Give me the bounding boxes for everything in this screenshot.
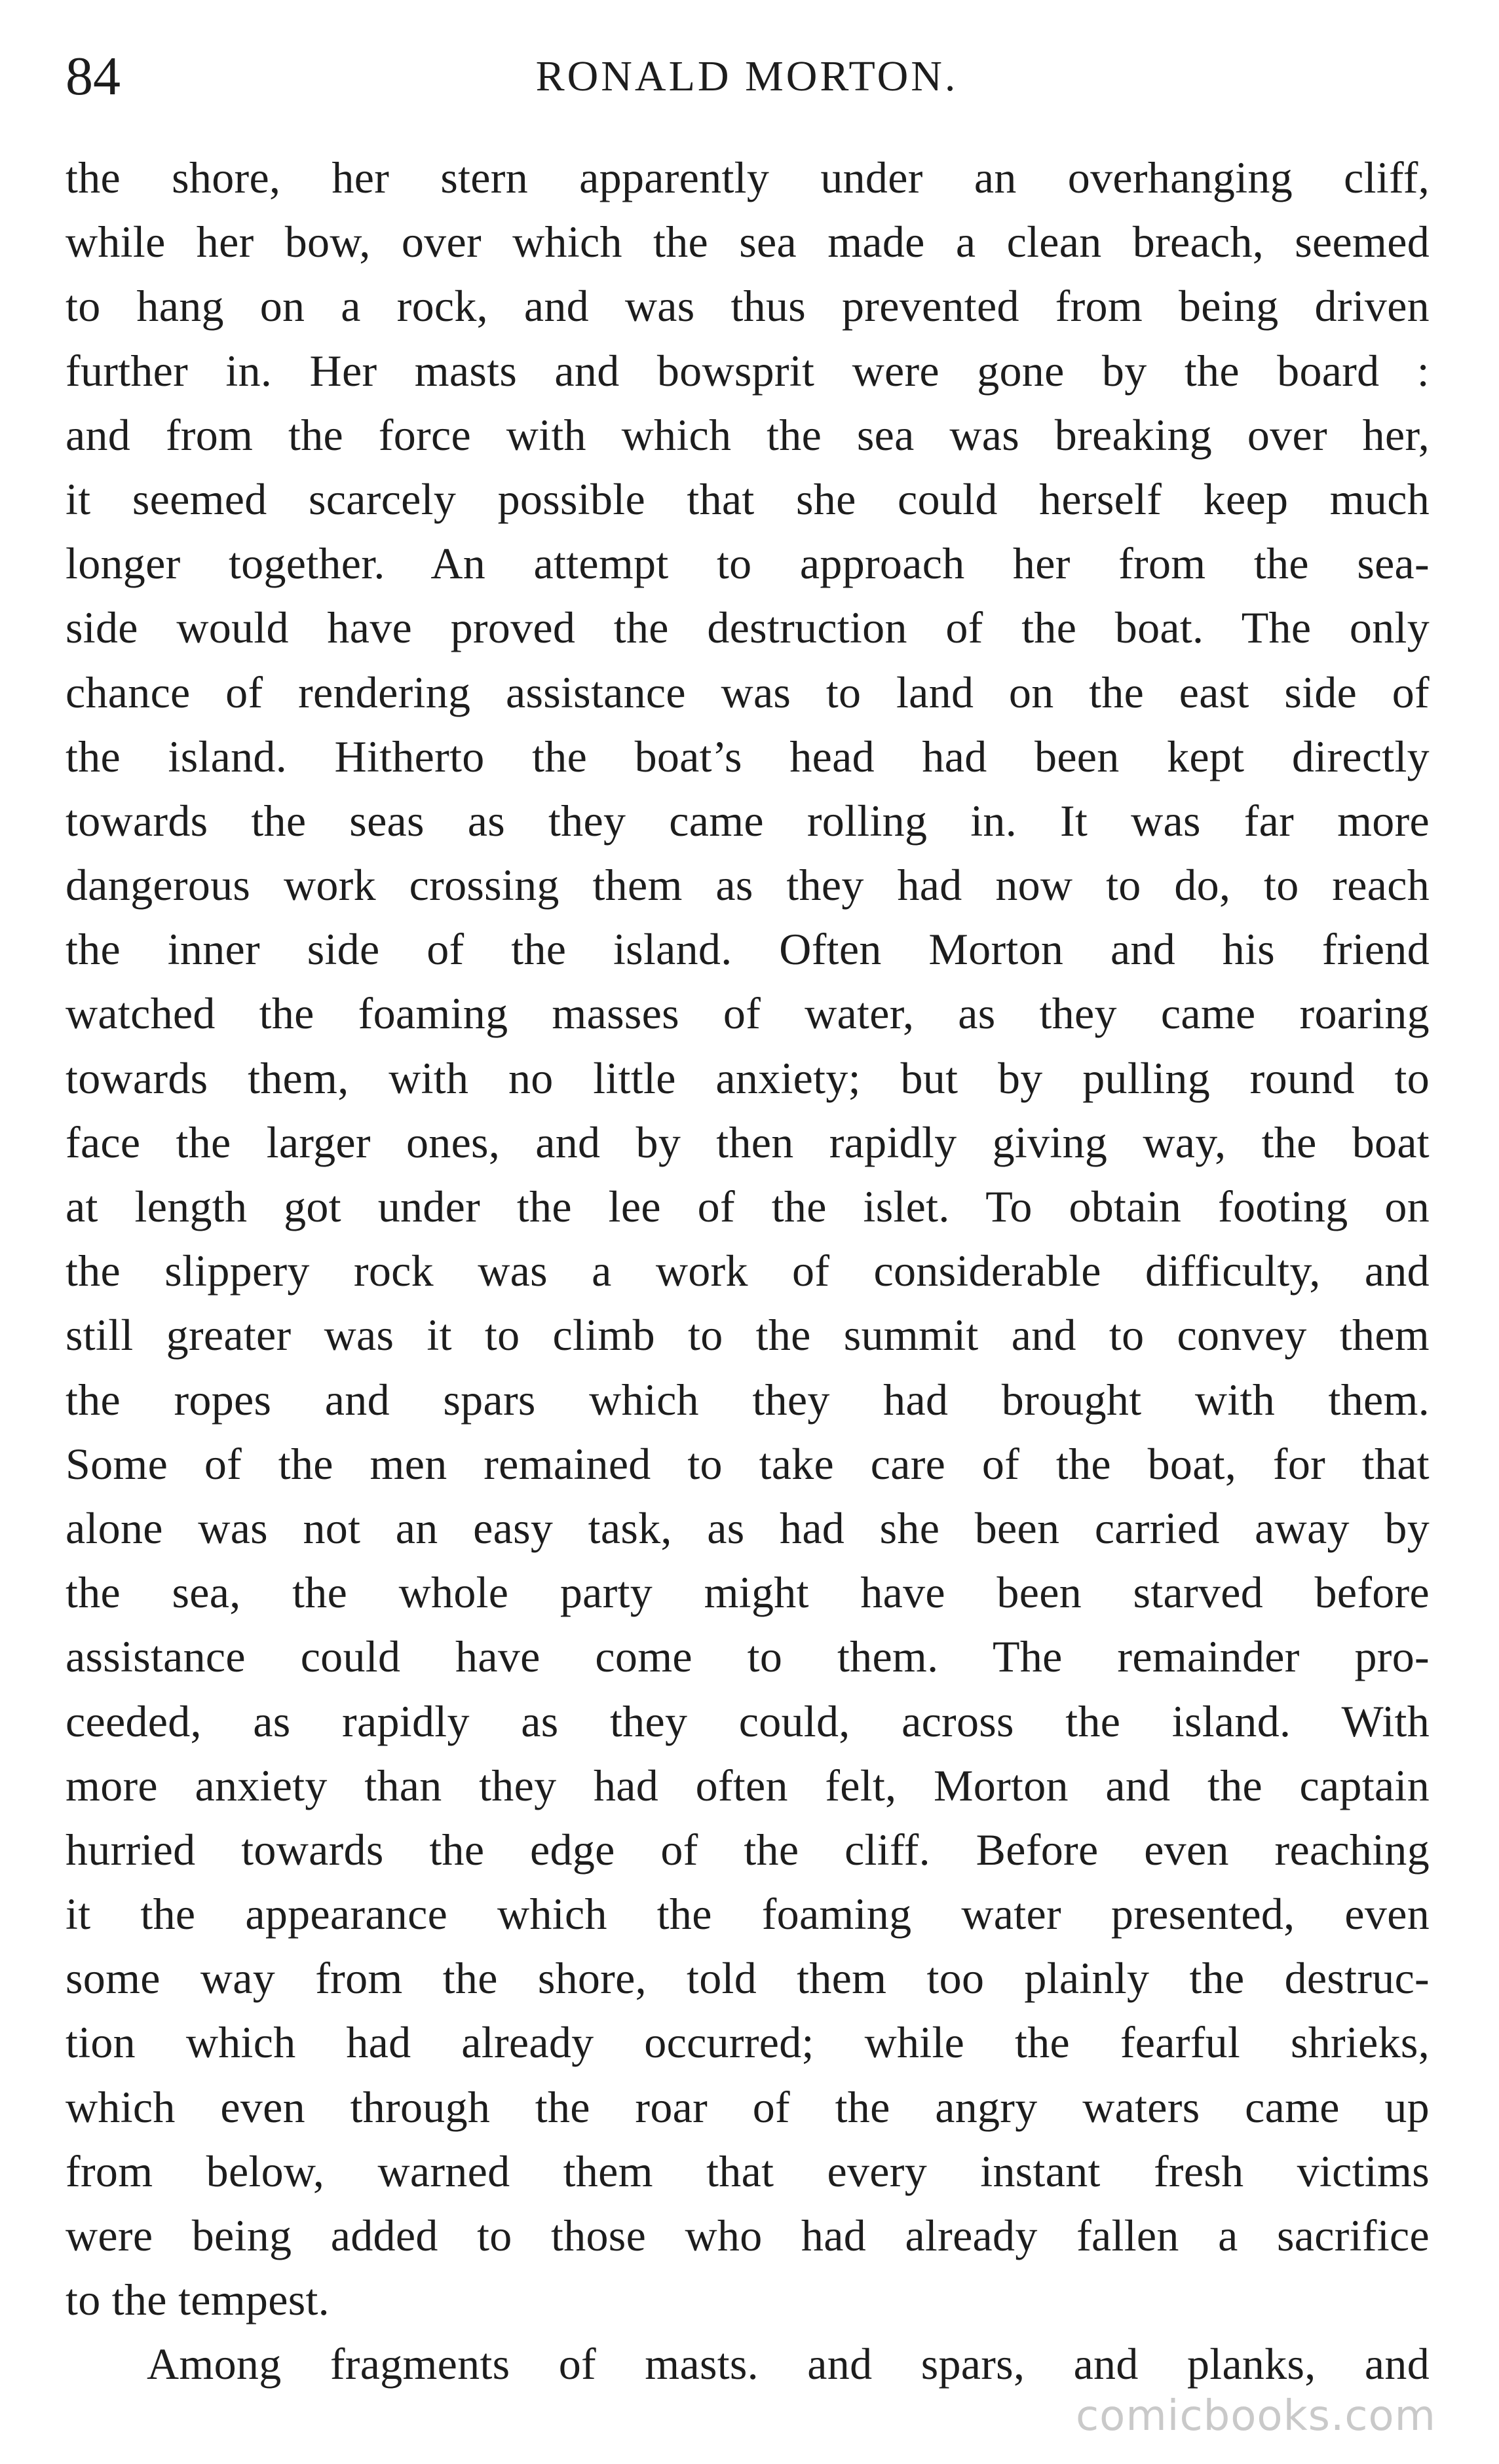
text-line: hurried towards the edge of the cliff. Before even reaching (66, 1824, 1430, 1875)
text-line: Among fragments of masts. and spars, and planks, and (147, 2339, 1430, 2389)
text-line: towards them, with no little anxiety; but by pulling round to (66, 1053, 1430, 1103)
text-line: and from the force with which the sea was breaking over her, (66, 409, 1430, 460)
running-head: RONALD MORTON. (535, 52, 958, 100)
text-line: face the larger ones, and by then rapidly giving way, the boat (66, 1117, 1430, 1167)
page-header (66, 41, 1428, 113)
watermark: comicbooks.com (1075, 2392, 1436, 2440)
text-line: alone was not an easy task, as had she been carried away by (66, 1503, 1430, 1553)
body-text (66, 145, 1430, 2397)
text-line: further in. Her masts and bowsprit were gone by the board : (66, 345, 1430, 396)
text-line: it seemed scarcely possible that she could herself keep much (66, 474, 1430, 524)
text-line: to hang on a rock, and was thus prevented from being driven (66, 281, 1430, 331)
text-line: still greater was it to climb to the summit and to convey them (66, 1310, 1430, 1360)
text-line: the sea, the whole party might have been starved before (66, 1567, 1430, 1618)
text-line: which even through the roar of the angry waters came up (66, 2081, 1430, 2132)
text-line: assistance could have come to them. The remainder pro- (66, 1632, 1430, 1682)
text-line: chance of rendering assistance was to land on the east side of (66, 667, 1430, 717)
text-line: ceeded, as rapidly as they could, across the island. With (66, 1696, 1430, 1746)
text-line: more anxiety than they had often felt, Morton and the captain (66, 1760, 1430, 1810)
text-line: were being added to those who had already fallen a sacrifice (66, 2211, 1430, 2260)
text-line: at length got under the lee of the islet. To obtain footing on (66, 1182, 1430, 1231)
text-line: the shore, her stern apparently under an overhanging cliff, (66, 153, 1430, 202)
text-line: the inner side of the island. Often Morton and his friend (66, 924, 1430, 975)
text-line: it the appearance which the foaming water presented, even (66, 1889, 1430, 1939)
page-number: 84 (66, 46, 121, 107)
text-line: towards the seas as they came rolling in. It was far more (66, 795, 1430, 846)
text-line: the island. Hitherto the boat’s head had been kept directly (66, 731, 1430, 781)
text-line: the ropes and spars which they had brought with them. (66, 1374, 1430, 1425)
text-line: from below, warned them that every instant fresh victims (66, 2146, 1430, 2196)
text-line: longer together. An attempt to approach her from the sea- (66, 538, 1430, 589)
text-line: side would have proved the destruction of the boat. The only (66, 603, 1430, 653)
text-line: some way from the shore, told them too plainly the destruc- (66, 1953, 1430, 2004)
text-line: to the tempest. (66, 2275, 330, 2325)
text-line: watched the foaming masses of water, as they came roaring (66, 988, 1430, 1039)
text-line: Some of the men remained to take care of the boat, for that (66, 1438, 1430, 1489)
text-line: tion which had already occurred; while the fearful shrieks, (66, 2017, 1430, 2068)
text-line: while her bow, over which the sea made a clean breach, seemed (66, 217, 1430, 267)
text-line: dangerous work crossing them as they had now to do, to reach (66, 860, 1430, 910)
text-line: the slippery rock was a work of considerable difficulty, and (66, 1246, 1430, 1296)
